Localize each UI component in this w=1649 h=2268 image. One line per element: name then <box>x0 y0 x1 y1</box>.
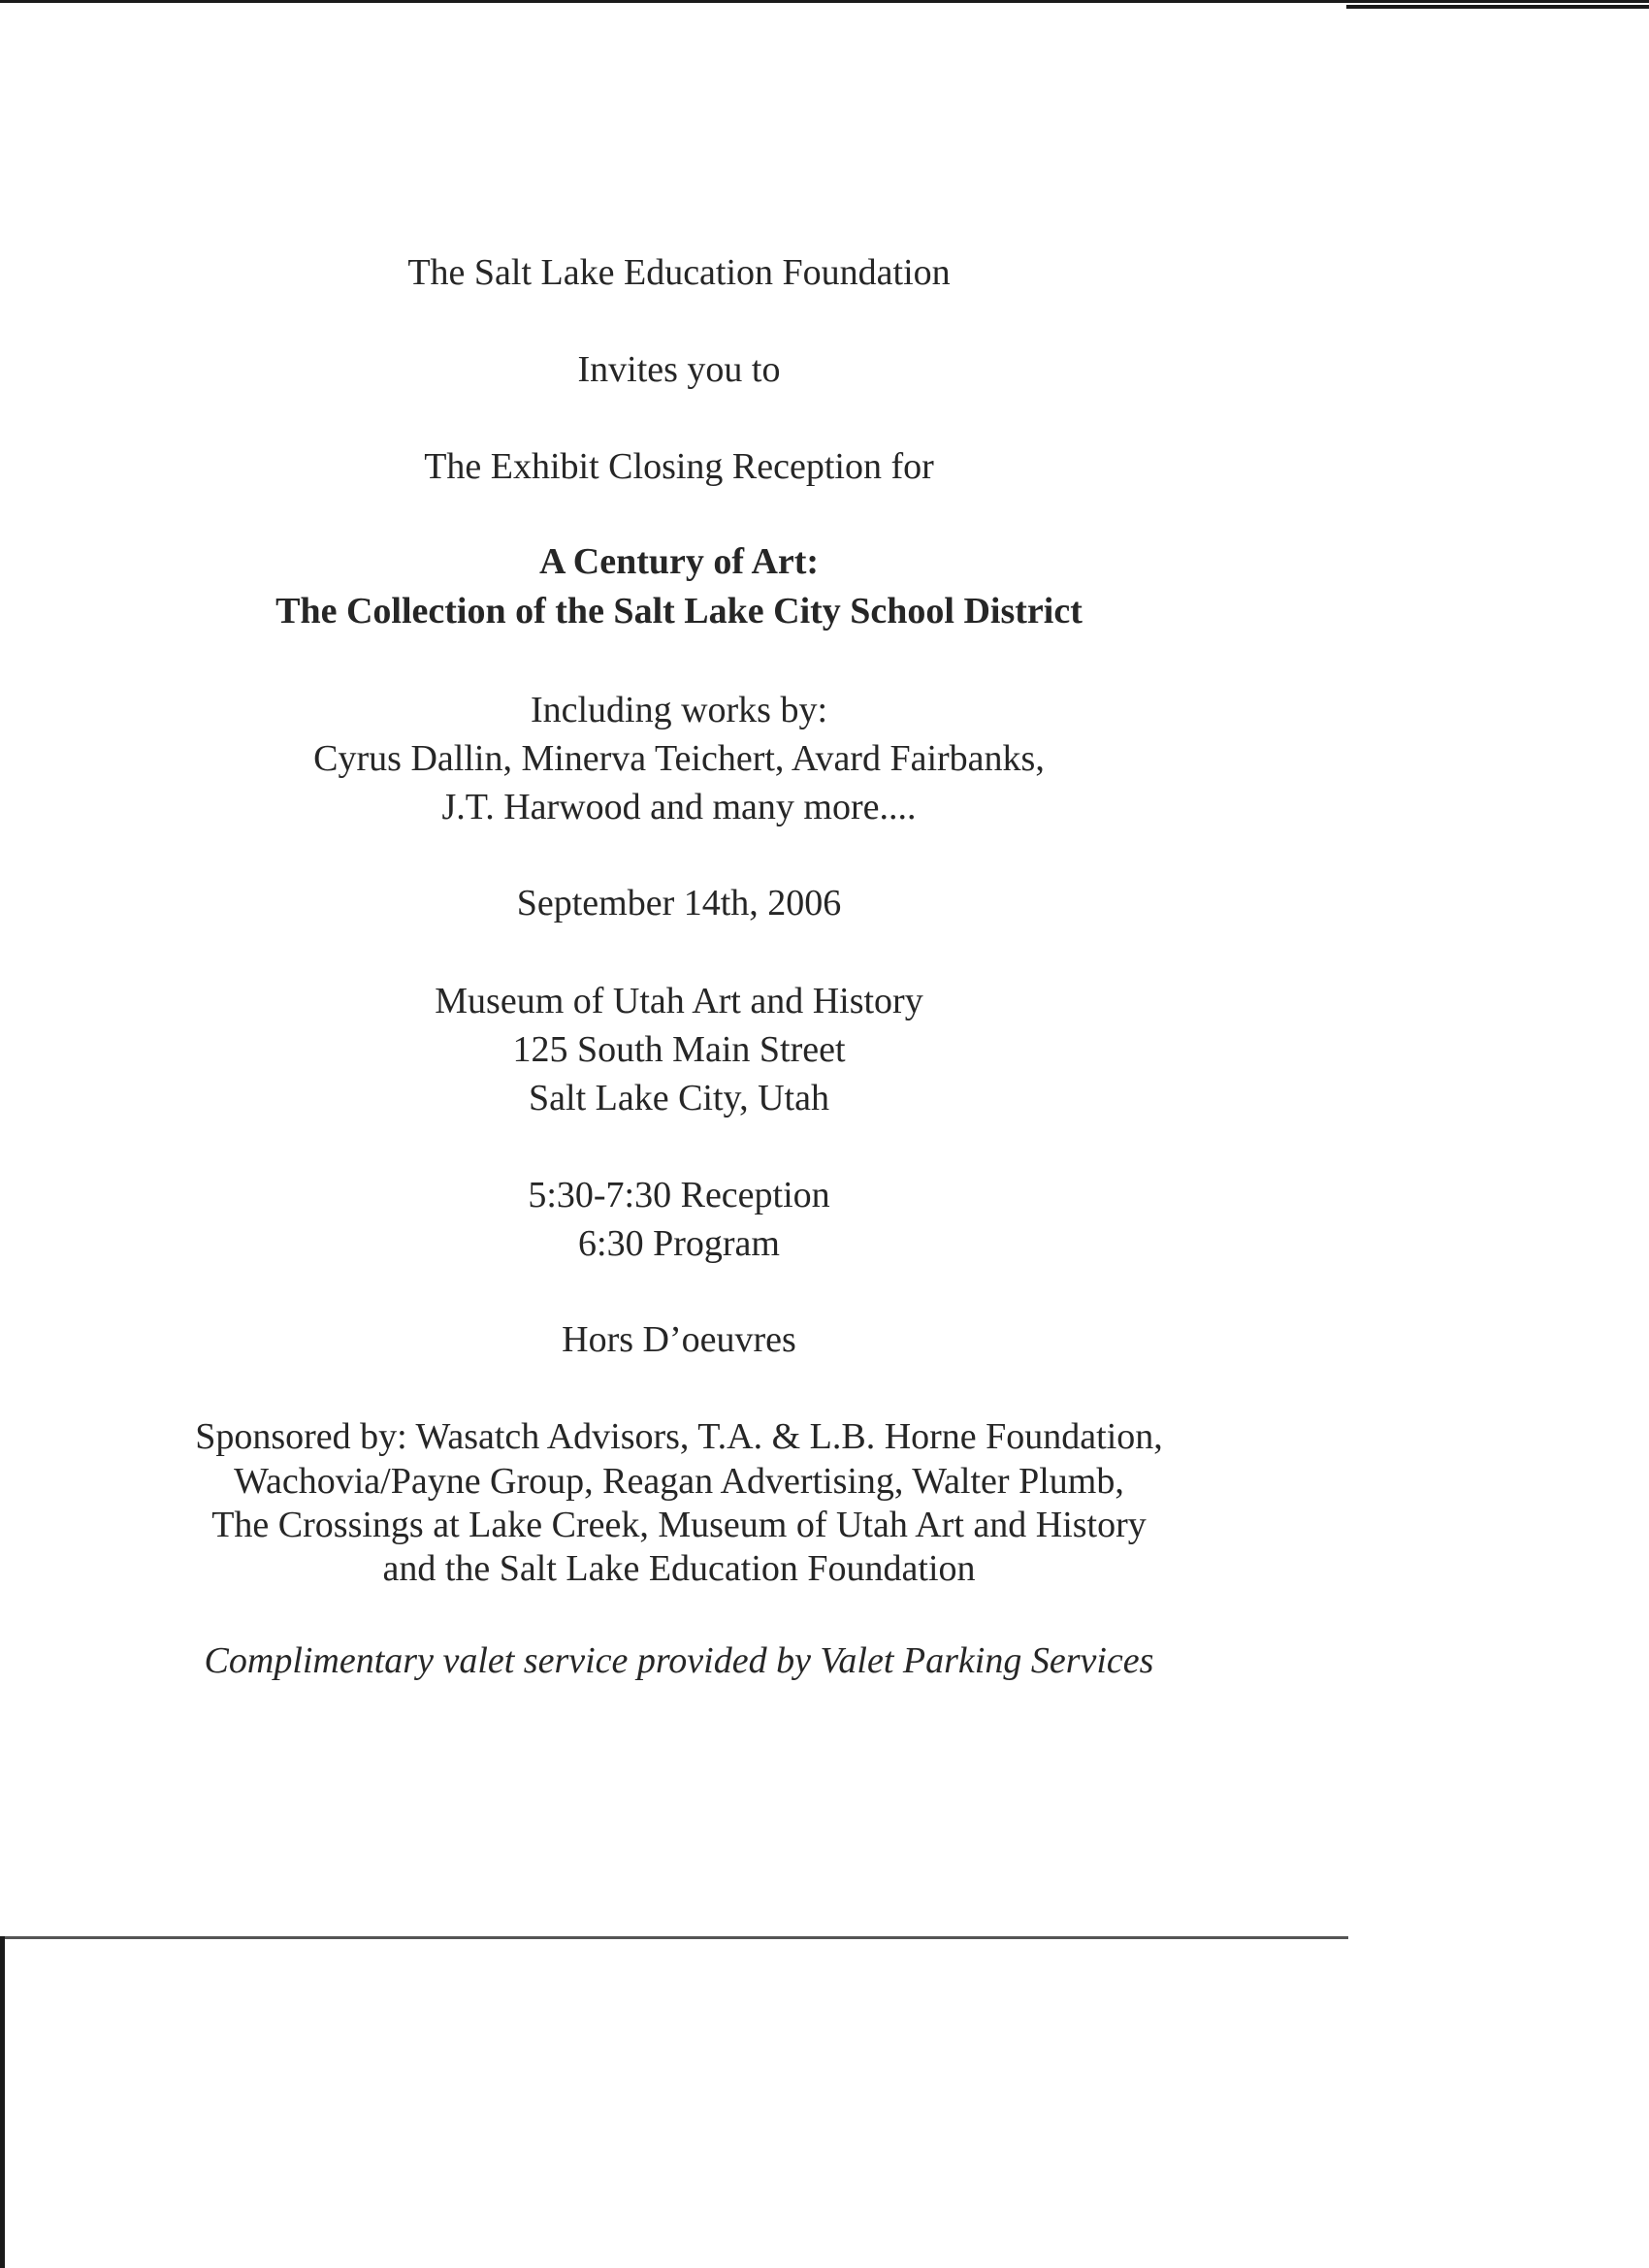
exhibit-title: A Century of Art: <box>538 541 820 582</box>
invites-line: Invites you to <box>577 349 781 390</box>
exhibit-subtitle: The Collection of the Salt Lake City School District <box>275 591 1083 632</box>
scan-edge-top-right <box>1346 5 1649 9</box>
schedule-program: 6:30 Program <box>578 1223 780 1264</box>
artists-line-2: J.T. Harwood and many more.... <box>441 787 917 827</box>
host-line: The Salt Lake Education Foundation <box>407 252 951 293</box>
works-intro: Including works by: <box>530 690 828 730</box>
occasion-line: The Exhibit Closing Reception for <box>424 446 934 487</box>
refreshments-line: Hors D’oeuvres <box>562 1319 796 1360</box>
venue-city: Salt Lake City, Utah <box>529 1078 829 1118</box>
event-date: September 14th, 2006 <box>516 883 842 923</box>
sponsors-line: Wachovia/Payne Group, Reagan Advertising, Walter Plumb, <box>234 1461 1124 1502</box>
artists-line-1: Cyrus Dallin, Minerva Teichert, Avard Fairbanks, <box>313 738 1045 779</box>
venue-name: Museum of Utah Art and History <box>435 981 923 1021</box>
schedule-reception: 5:30-7:30 Reception <box>528 1175 830 1215</box>
sponsors-line: The Crossings at Lake Creek, Museum of Utah Art and History <box>211 1505 1147 1545</box>
scan-edge-bottom <box>0 1936 1348 1939</box>
sponsors-line: and the Salt Lake Education Foundation <box>382 1548 976 1589</box>
scan-edge-left <box>0 1936 5 2268</box>
sponsors-line: Sponsored by: Wasatch Advisors, T.A. & L.B. Horne Foundation, <box>195 1416 1163 1457</box>
valet-note: Complimentary valet service provided by Valet Parking Services <box>204 1640 1154 1681</box>
venue-street: 125 South Main Street <box>512 1029 846 1070</box>
